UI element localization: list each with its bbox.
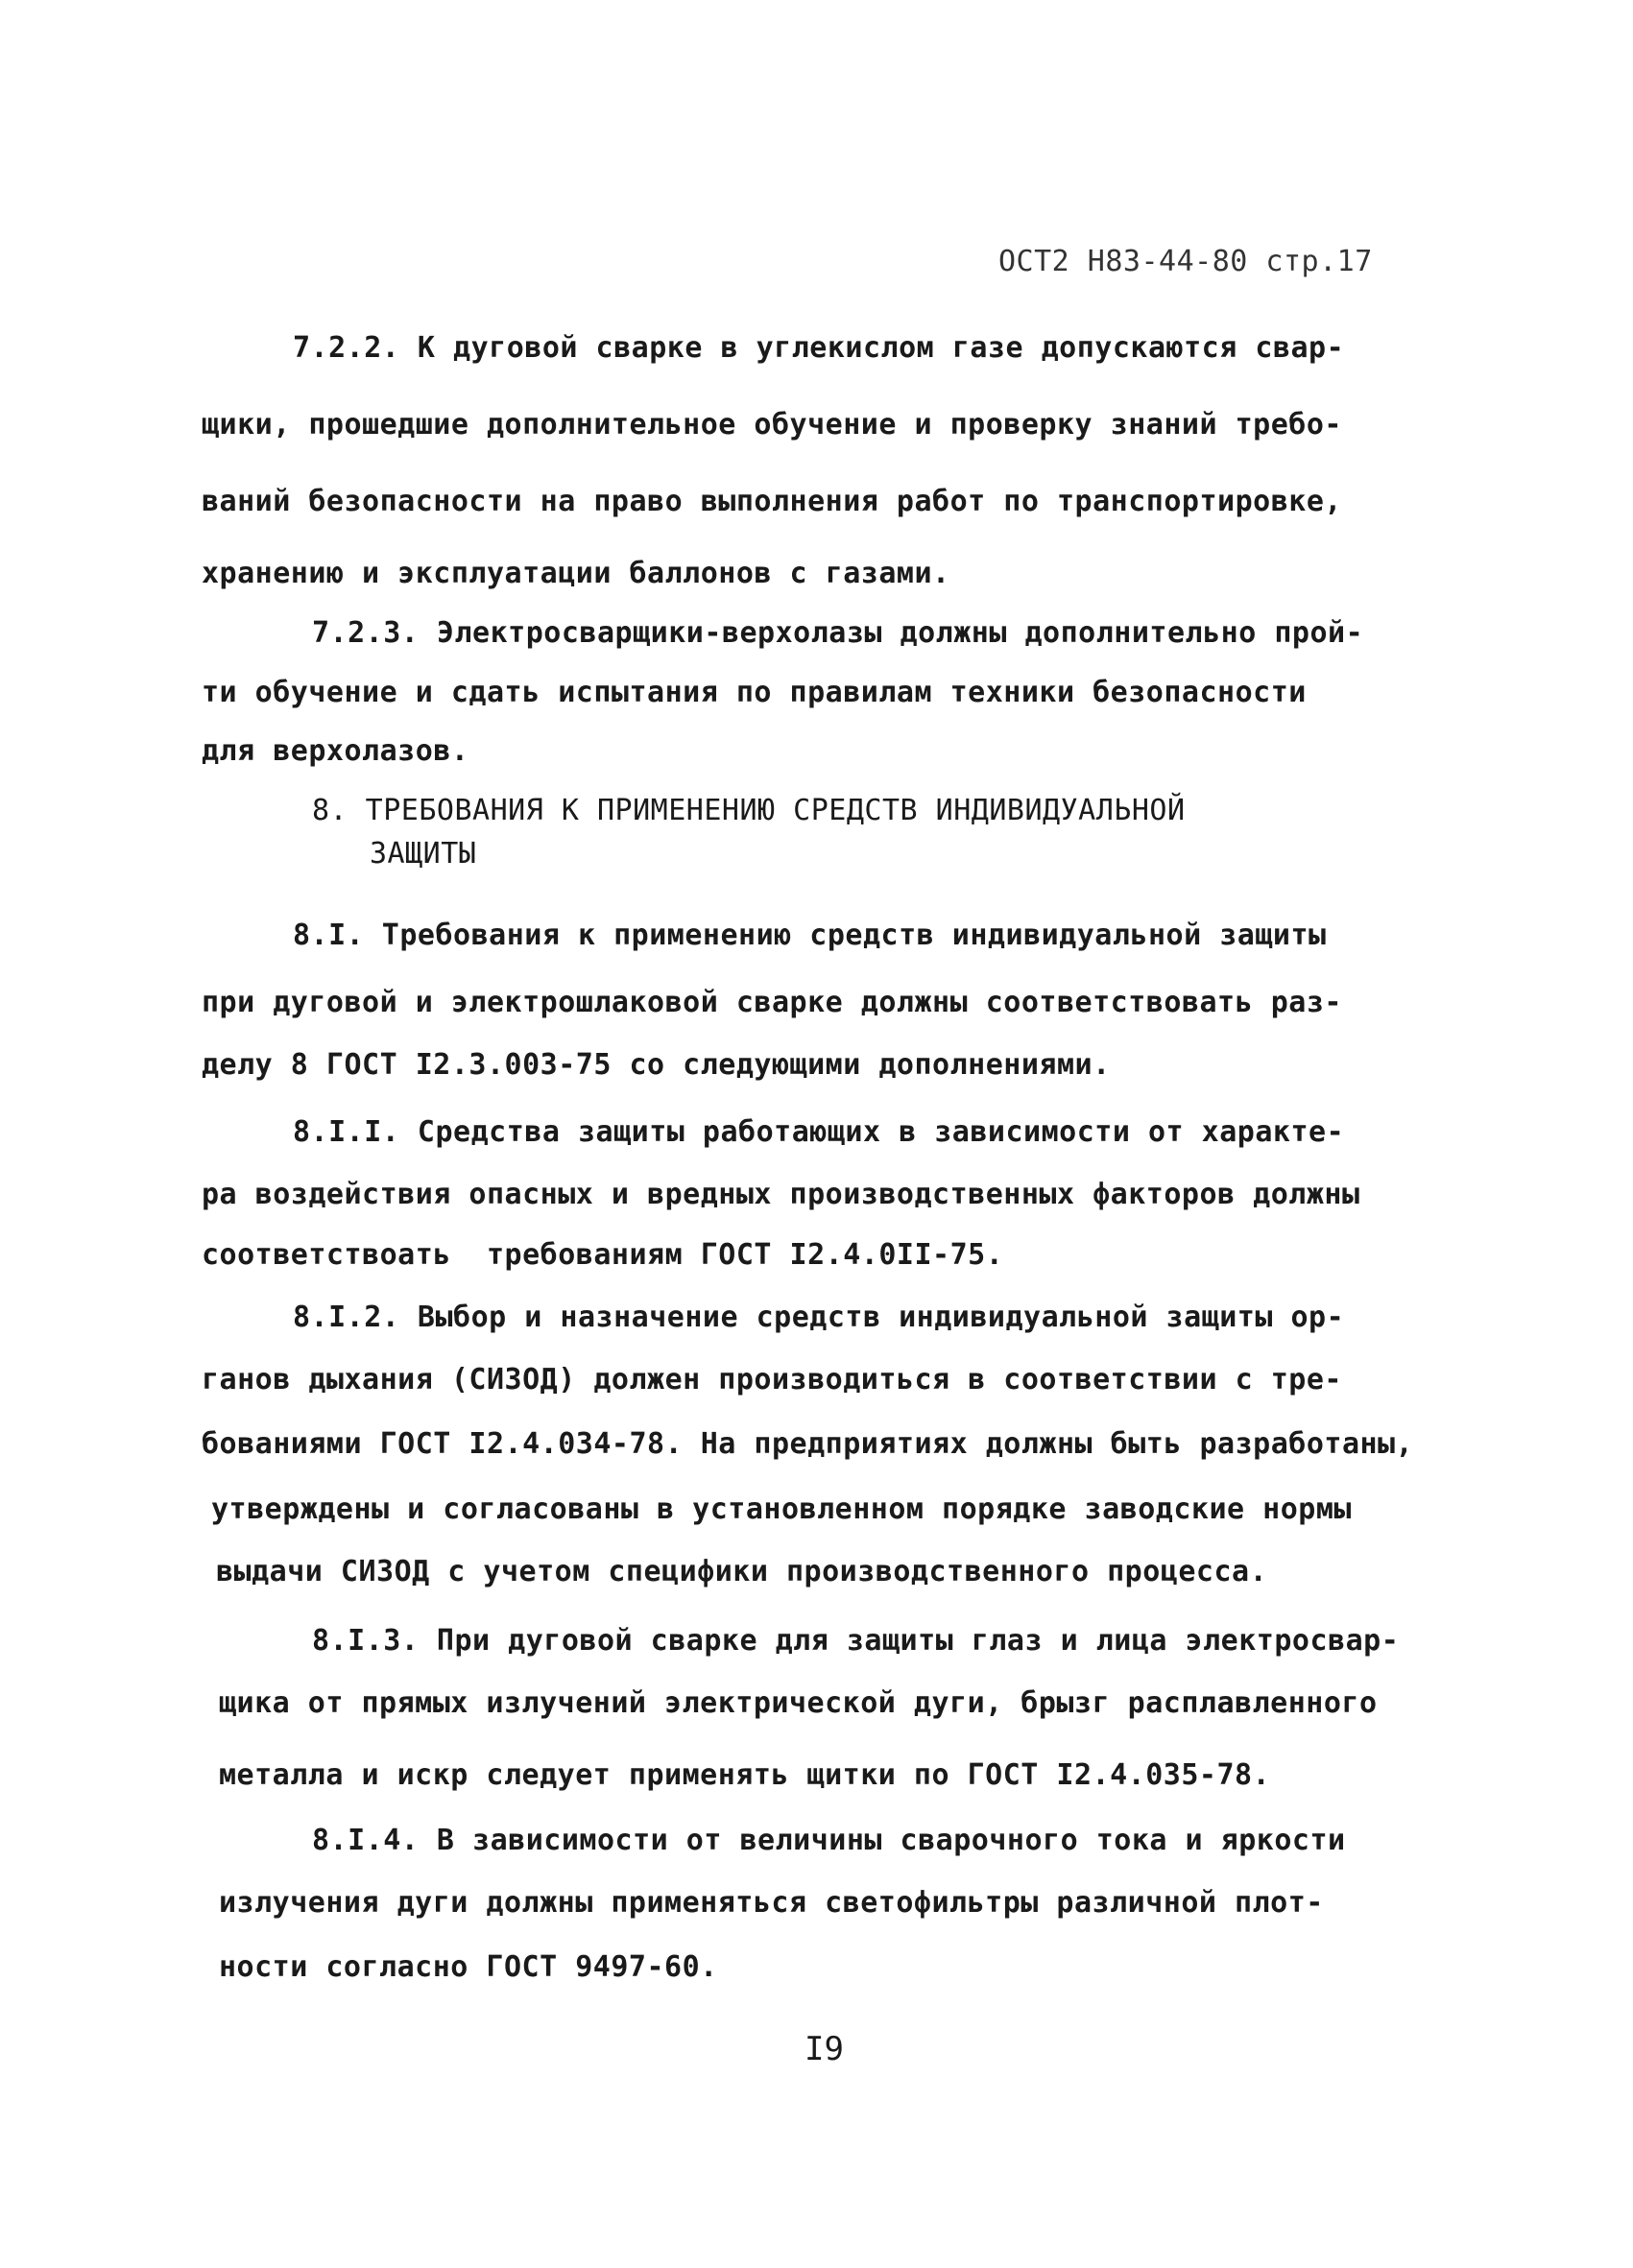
- paragraph-8-1-1-line-1: 8.I.I. Средства защиты работающих в зависимости от характе-: [293, 1115, 1345, 1149]
- paragraph-8-1-4-line-1: 8.I.4. В зависимости от величины сварочного тока и яркости: [312, 1824, 1346, 1857]
- paragraph-8-1-2-line-1: 8.I.2. Выбор и назначение средств индивидуальной защиты ор-: [293, 1301, 1345, 1334]
- paragraph-8-1-4-line-3: ности согласно ГОСТ 9497-60.: [219, 1950, 718, 1984]
- paragraph-8-1-2-line-5: выдачи СИЗОД с учетом специфики производственного процесса.: [216, 1555, 1268, 1588]
- paragraph-7-2-2-line-1: 7.2.2. К дуговой сварке в углекислом газе допускаются свар-: [293, 331, 1345, 365]
- document-header-code: ОСТ2 Н83-44-80 стр.17: [998, 245, 1373, 278]
- paragraph-7-2-3-line-3: для верхолазов.: [202, 734, 469, 768]
- paragraph-8-1-3-line-2: щика от прямых излучений электрической дуги, брызг расплавленного: [219, 1686, 1378, 1720]
- paragraph-8-1-1-line-3: соответствоать требованиям ГОСТ I2.4.0II-75.: [202, 1238, 1004, 1272]
- paragraph-7-2-3-line-1: 7.2.3. Электросварщики-верхолазы должны дополнительно прой-: [312, 616, 1364, 650]
- paragraph-8-1-line-2: при дуговой и электрошлаковой сварке должны соответствовать раз-: [202, 986, 1342, 1019]
- paragraph-8-1-line-1: 8.I. Требования к применению средств индивидуальной защиты: [293, 919, 1327, 952]
- paragraph-8-1-line-3: делу 8 ГОСТ I2.3.003-75 со следующими дополнениями.: [202, 1048, 1111, 1082]
- paragraph-7-2-2-line-2: щики, прошедшие дополнительное обучение и проверку знаний требо-: [202, 408, 1342, 442]
- page-number: I9: [804, 2030, 844, 2068]
- paragraph-8-1-4-line-2: излучения дуги должны применяться светофильтры различной плот-: [219, 1886, 1324, 1920]
- paragraph-8-1-1-line-2: ра воздействия опасных и вредных производственных факторов должны: [202, 1178, 1360, 1211]
- paragraph-8-1-3-line-1: 8.I.3. При дуговой сварке для защиты глаз и лица электросвар-: [312, 1624, 1400, 1658]
- paragraph-8-1-2-line-2: ганов дыхания (СИЗОД) должен производиться в соответствии с тре-: [202, 1363, 1342, 1397]
- paragraph-8-1-2-line-4: утверждены и согласованы в установленном порядке заводские нормы: [211, 1492, 1352, 1526]
- section-8-title-line-1: 8. ТРЕБОВАНИЯ К ПРИМЕНЕНИЮ СРЕДСТВ ИНДИВИДУАЛЬНОЙ: [312, 794, 1186, 827]
- paragraph-8-1-2-line-3: бованиями ГОСТ I2.4.034-78. На предприятиях должны быть разработаны,: [202, 1427, 1414, 1461]
- paragraph-8-1-3-line-3: металла и искр следует применять щитки по ГОСТ I2.4.035-78.: [219, 1758, 1271, 1792]
- paragraph-7-2-2-line-3: ваний безопасности на право выполнения работ по транспортировке,: [202, 485, 1342, 518]
- paragraph-7-2-3-line-2: ти обучение и сдать испытания по правилам техники безопасности: [202, 676, 1307, 709]
- paragraph-7-2-2-line-4: хранению и эксплуатации баллонов с газами.: [202, 557, 950, 590]
- section-8-title-line-2: ЗАЩИТЫ: [370, 837, 477, 871]
